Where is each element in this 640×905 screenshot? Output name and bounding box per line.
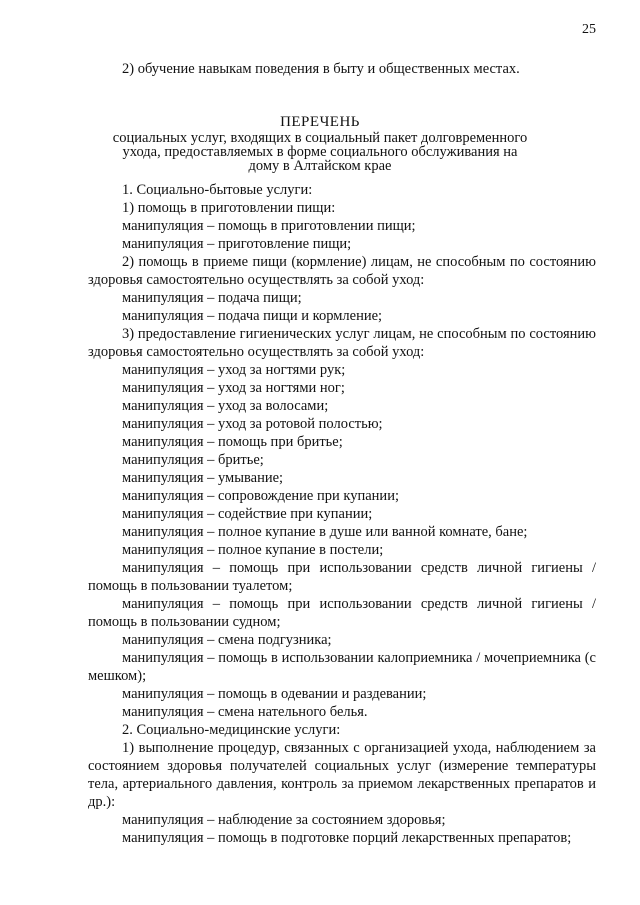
manipulation-item: манипуляция – уход за ногтями рук; — [122, 362, 346, 378]
title-block — [0, 114, 640, 173]
subtitle-line: ухода, предоставляемых в форме социального обслуживания на — [122, 144, 518, 160]
manipulation-item: манипуляция – помощь в приготовлении пищи; — [122, 218, 416, 234]
manipulation-item: манипуляция – уход за волосами; — [122, 398, 329, 414]
manipulation-item: манипуляция – наблюдение за состоянием здоровья; — [122, 812, 446, 828]
manipulation-item: манипуляция – помощь в подготовке порций лекарственных препаратов; — [122, 830, 572, 846]
intro-line: 2) обучение навыкам поведения в быту и общественных местах. — [122, 61, 520, 77]
manipulation-item: манипуляция – помощь при бритье; — [122, 434, 343, 450]
manipulation-item: манипуляция – помощь при использовании средств личной гигиены / помощь в пользовании судном; — [88, 596, 596, 630]
manipulation-item: манипуляция – помощь в одевании и раздевании; — [122, 686, 427, 702]
manipulation-item: манипуляция – бритье; — [122, 452, 264, 468]
page-number: 25 — [582, 22, 596, 37]
manipulation-item: манипуляция – помощь в использовании калоприемника / мочеприемника (с мешком); — [88, 650, 596, 684]
manipulation-item: манипуляция – уход за ногтями ног; — [122, 380, 345, 396]
document-body — [88, 181, 596, 847]
section-heading: 1. Социально-бытовые услуги: — [122, 182, 313, 198]
service-item: 1) выполнение процедур, связанных с организацией ухода, наблюдением за состоянием здоровья получателей социальных услуг (измерение температуры тела, артериального давления, контроль за приемом лекарственных препаратов и др.): — [88, 740, 596, 810]
manipulation-item: манипуляция – смена подгузника; — [122, 632, 332, 648]
subtitle-line: дому в Алтайском крае — [248, 158, 392, 174]
manipulation-item: манипуляция – умывание; — [122, 470, 284, 486]
manipulation-item: манипуляция – сопровождение при купании; — [122, 488, 399, 504]
subtitle-line: социальных услуг, входящих в социальный пакет долговременного — [112, 130, 528, 146]
service-item: 1) помощь в приготовлении пищи: — [122, 200, 336, 216]
manipulation-item: манипуляция – приготовление пищи; — [122, 236, 352, 252]
manipulation-item: манипуляция – уход за ротовой полостью; — [122, 416, 383, 432]
manipulation-item: манипуляция – содействие при купании; — [122, 506, 373, 522]
manipulation-item: манипуляция – подача пищи; — [122, 290, 302, 306]
document-heading: ПЕРЕЧЕНЬ — [280, 114, 360, 130]
manipulation-item: манипуляция – подача пищи и кормление; — [122, 308, 383, 324]
section-heading: 2. Социально-медицинские услуги: — [122, 722, 341, 738]
service-item: 2) помощь в приеме пищи (кормление) лицам, не способным по состоянию здоровья самостоятельно осуществлять за собой уход: — [88, 254, 596, 288]
manipulation-item: манипуляция – помощь при использовании средств личной гигиены / помощь в пользовании туалетом; — [88, 560, 596, 594]
service-item: 3) предоставление гигиенических услуг лицам, не способным по состоянию здоровья самостоятельно осуществлять за собой уход: — [88, 326, 596, 360]
manipulation-item: манипуляция – полное купание в душе или ванной комнате, бане; — [122, 524, 528, 540]
manipulation-item: манипуляция – смена нательного белья. — [122, 704, 368, 720]
manipulation-item: манипуляция – полное купание в постели; — [122, 542, 384, 558]
